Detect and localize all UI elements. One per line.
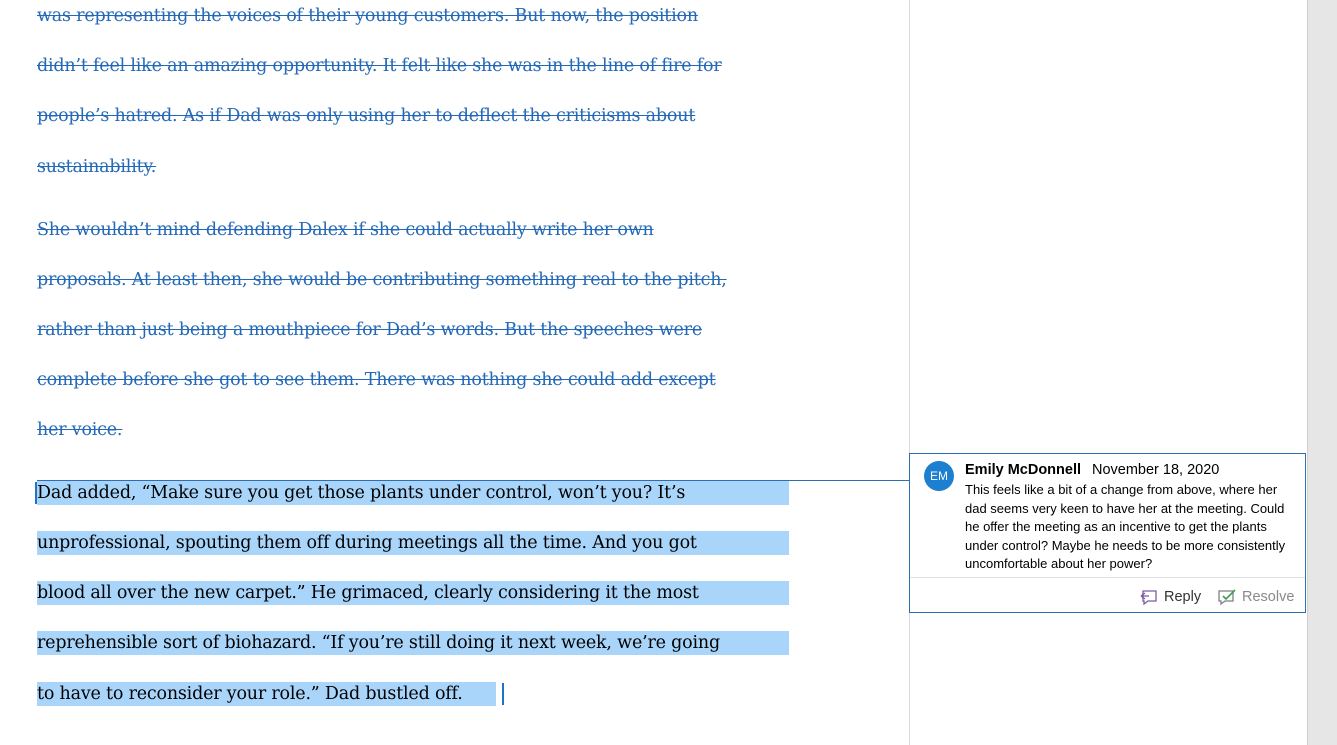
- comment-date: November 18, 2020: [1092, 462, 1220, 478]
- deleted-text-line[interactable]: people’s hatred. As if Dad was only using her to deflect the criticisms about: [37, 106, 696, 126]
- selected-text-line[interactable]: reprehensible sort of biohazard. “If you’re still doing it next week, we’re going: [37, 631, 789, 655]
- comment-text[interactable]: This feels like a bit of a change from above, where her dad seems very keen to have her at the meeting. Could he offer the meeting as an incentive to get the plants under control? Maybe he needs to be more consistently uncomfortable about her power?: [965, 482, 1286, 571]
- deleted-text-line[interactable]: her voice.: [37, 420, 123, 440]
- deleted-text-line[interactable]: complete before she got to see them. There was nothing she could add except: [37, 370, 716, 390]
- comments-pane: [909, 0, 1308, 745]
- text-cursor-end: [502, 683, 504, 705]
- reply-button[interactable]: [1139, 588, 1201, 606]
- selected-text-line[interactable]: unprofessional, spouting them off during meetings all the time. And you got: [37, 531, 789, 555]
- selected-text-line[interactable]: to have to reconsider your role.” Dad bustled off.: [37, 682, 496, 706]
- resolve-button[interactable]: [1217, 588, 1294, 606]
- comment-card[interactable]: [909, 453, 1306, 613]
- deleted-text-line[interactable]: rather than just being a mouthpiece for Dad’s words. But the speeches were: [37, 320, 702, 340]
- deleted-text-line[interactable]: proposals. At least then, she would be contributing something real to the pitch,: [37, 270, 727, 290]
- vertical-scrollbar[interactable]: [1307, 0, 1337, 745]
- reply-icon: [1139, 588, 1159, 606]
- selected-text-line[interactable]: Dad added, “Make sure you get those plants under control, won’t you? It’s: [37, 481, 789, 505]
- resolve-label: Resolve: [1242, 589, 1295, 605]
- deleted-text-line[interactable]: sustainability.: [37, 157, 157, 177]
- selected-text-line[interactable]: blood all over the new carpet.” He grimaced, clearly considering it the most: [37, 581, 789, 605]
- comment-author: Emily McDonnell: [965, 462, 1082, 478]
- deleted-text-line[interactable]: didn’t feel like an amazing opportunity. It felt like she was in the line of fire for: [37, 56, 722, 76]
- avatar: EM: [924, 461, 954, 491]
- resolve-icon: [1217, 588, 1237, 606]
- comment-anchor-line: [37, 480, 909, 481]
- comment-divider: [910, 577, 1305, 578]
- reply-label: Reply: [1164, 589, 1202, 605]
- deleted-text-line[interactable]: She wouldn’t mind defending Dalex if she could actually write her own: [37, 220, 654, 240]
- deleted-text-line[interactable]: was representing the voices of their young customers. But now, the position: [37, 6, 698, 26]
